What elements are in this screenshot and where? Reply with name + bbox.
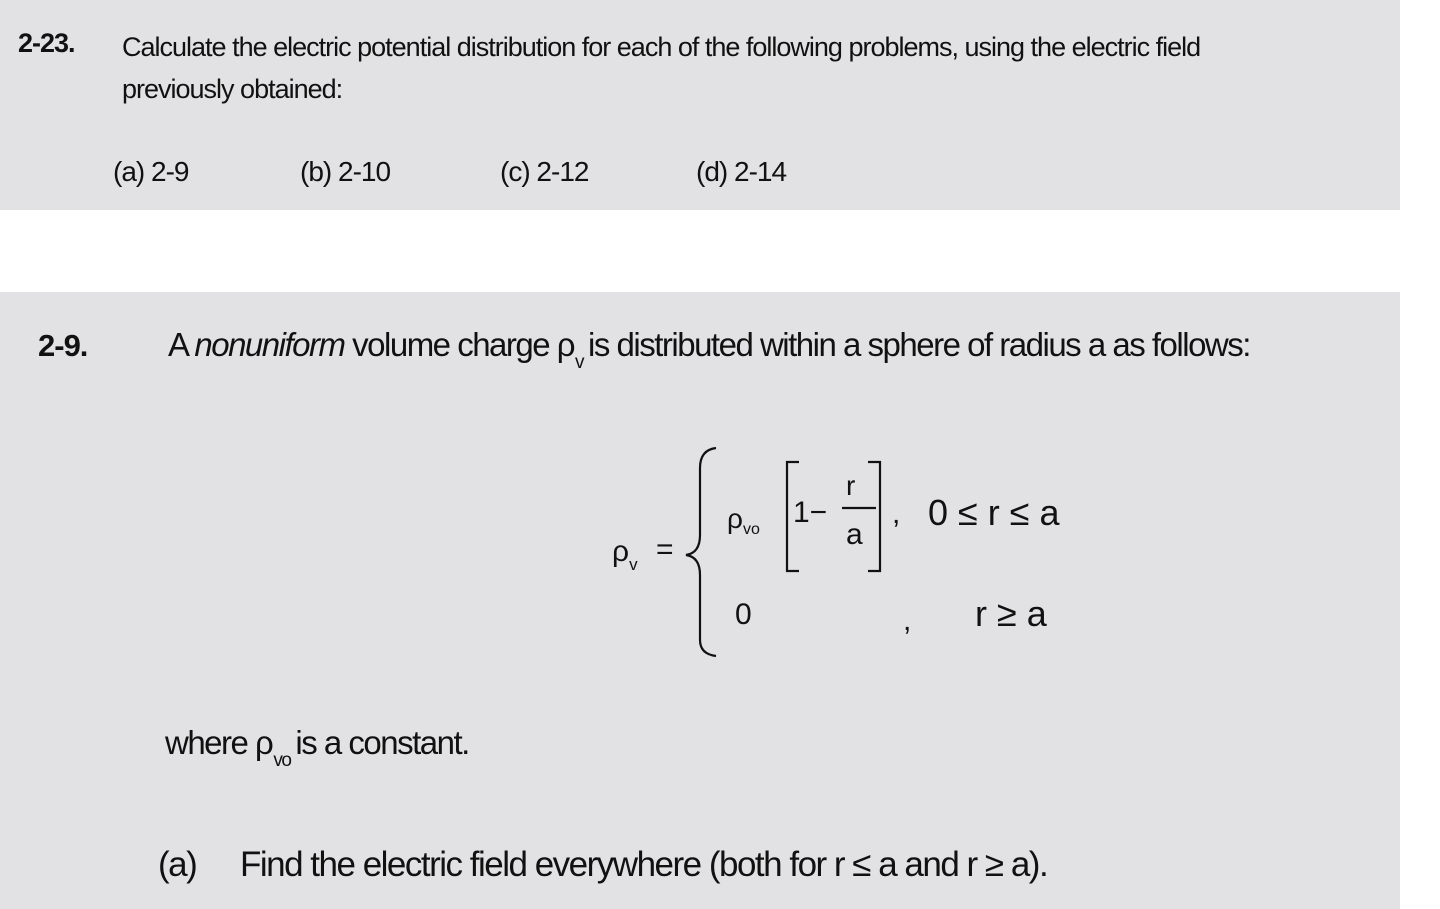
statement-volume-charge: volume charge ρ	[352, 326, 575, 363]
case1-one-minus: 1−	[793, 496, 828, 529]
statement-rest: is distributed within a sphere of radius a as follows:	[588, 326, 1250, 363]
where-subscript: vo	[273, 750, 291, 771]
statement-line-2: previously obtained:	[122, 74, 343, 104]
equation-equals: =	[656, 533, 674, 566]
case1-numerator: r	[846, 470, 856, 501]
rho-subscript: v	[575, 352, 584, 373]
case1-coefficient: $\rho_{vo}$	[727, 503, 760, 538]
where-statement	[165, 724, 469, 771]
part-a-ref: (a) 2-9	[113, 156, 189, 187]
equation-lhs: $\rho_v$	[612, 535, 638, 574]
statement-word-a: A	[168, 326, 187, 363]
where-suffix: is a constant.	[295, 724, 469, 761]
part-c-ref: (c) 2-12	[500, 156, 589, 187]
case1-condition: 0 ≤ r ≤ a	[928, 492, 1060, 533]
statement-line-1: Calculate the electric potential distribution for each of the following problems, using the electric field	[122, 32, 1201, 62]
case2-comma: ,	[903, 604, 912, 637]
problem-number-2-9: 2-9.	[38, 328, 88, 363]
case1-comma: ,	[892, 497, 901, 530]
problem-number-2-23: 2-23.	[18, 28, 75, 58]
case1-denominator: a	[846, 518, 863, 551]
part-b-ref: (b) 2-10	[300, 156, 391, 187]
case2-condition: r ≥ a	[975, 593, 1047, 634]
statement-italic-word: nonuniform	[194, 326, 345, 363]
case2-value: 0	[735, 598, 752, 631]
part-a-label: (a)	[158, 845, 197, 884]
where-prefix: where ρ	[165, 724, 273, 761]
part-d-ref: (d) 2-14	[696, 156, 787, 187]
part-a-question: Find the electric field everywhere (both for r ≤ a and r ≥ a).	[240, 845, 1048, 884]
